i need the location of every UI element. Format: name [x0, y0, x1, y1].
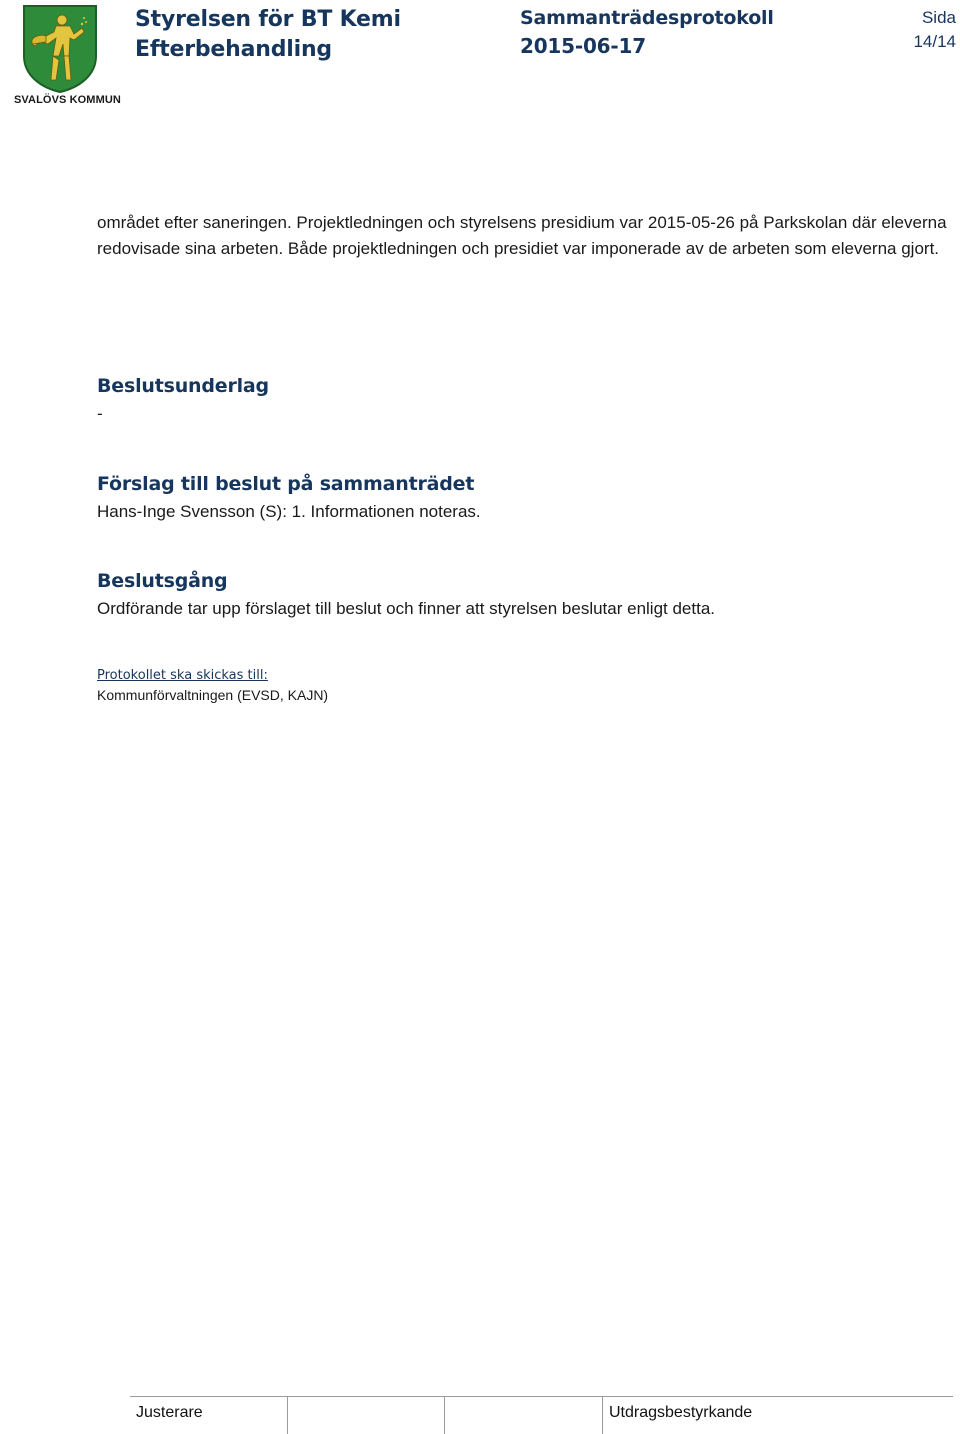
page-label: Sida	[921, 8, 956, 27]
section-text-forslag: Hans-Inge Svensson (S): 1. Informationen noteras.	[97, 502, 481, 521]
header-organization	[135, 5, 401, 65]
organization-subtitle: Efterbehandling	[135, 37, 332, 62]
organization-name: Styrelsen för BT Kemi	[135, 7, 401, 32]
page-number: 14/14	[913, 32, 956, 51]
intro-paragraph: området efter saneringen. Projektledningen och styrelsens presidium var 2015-05-26 på Parkskolan där eleverna redovisade sina arbeten. Både projektledningen och presidiet var imponerade av de arbeten som eleverna gjort.	[97, 213, 947, 258]
section-heading-forslag: Förslag till beslut på sammanträdet	[97, 473, 475, 495]
section-text-beslutsunderlag: -	[97, 404, 103, 423]
section-heading-beslutsgang: Beslutsgång	[97, 570, 228, 592]
signature-table	[130, 1396, 953, 1434]
distribution-recipients: Kommunförvaltningen (EVSD, KAJN)	[97, 687, 329, 703]
justerare-cell	[130, 1397, 287, 1434]
document-type: Sammanträdesprotokoll	[520, 7, 774, 29]
signature-cell-1	[287, 1397, 444, 1434]
justerare-label: Justerare	[136, 1404, 203, 1421]
distribution-label: Protokollet ska skickas till:	[97, 668, 268, 683]
section-text-beslutsgang: Ordförande tar upp förslaget till beslut och finner att styrelsen beslutar enligt detta.	[97, 599, 716, 618]
utdragsbestyrkande-label: Utdragsbestyrkande	[609, 1404, 753, 1421]
meeting-date: 2015-06-17	[520, 34, 646, 58]
header-document	[520, 5, 774, 61]
svalov-crest-icon	[20, 4, 100, 94]
municipality-logo	[14, 4, 121, 108]
section-heading-beslutsunderlag: Beslutsunderlag	[97, 375, 269, 397]
signature-cell-2	[444, 1397, 602, 1434]
page-indicator	[913, 6, 956, 54]
municipality-name: SVALÖVS KOMMUN	[14, 94, 121, 106]
utdragsbestyrkande-cell	[602, 1397, 953, 1434]
